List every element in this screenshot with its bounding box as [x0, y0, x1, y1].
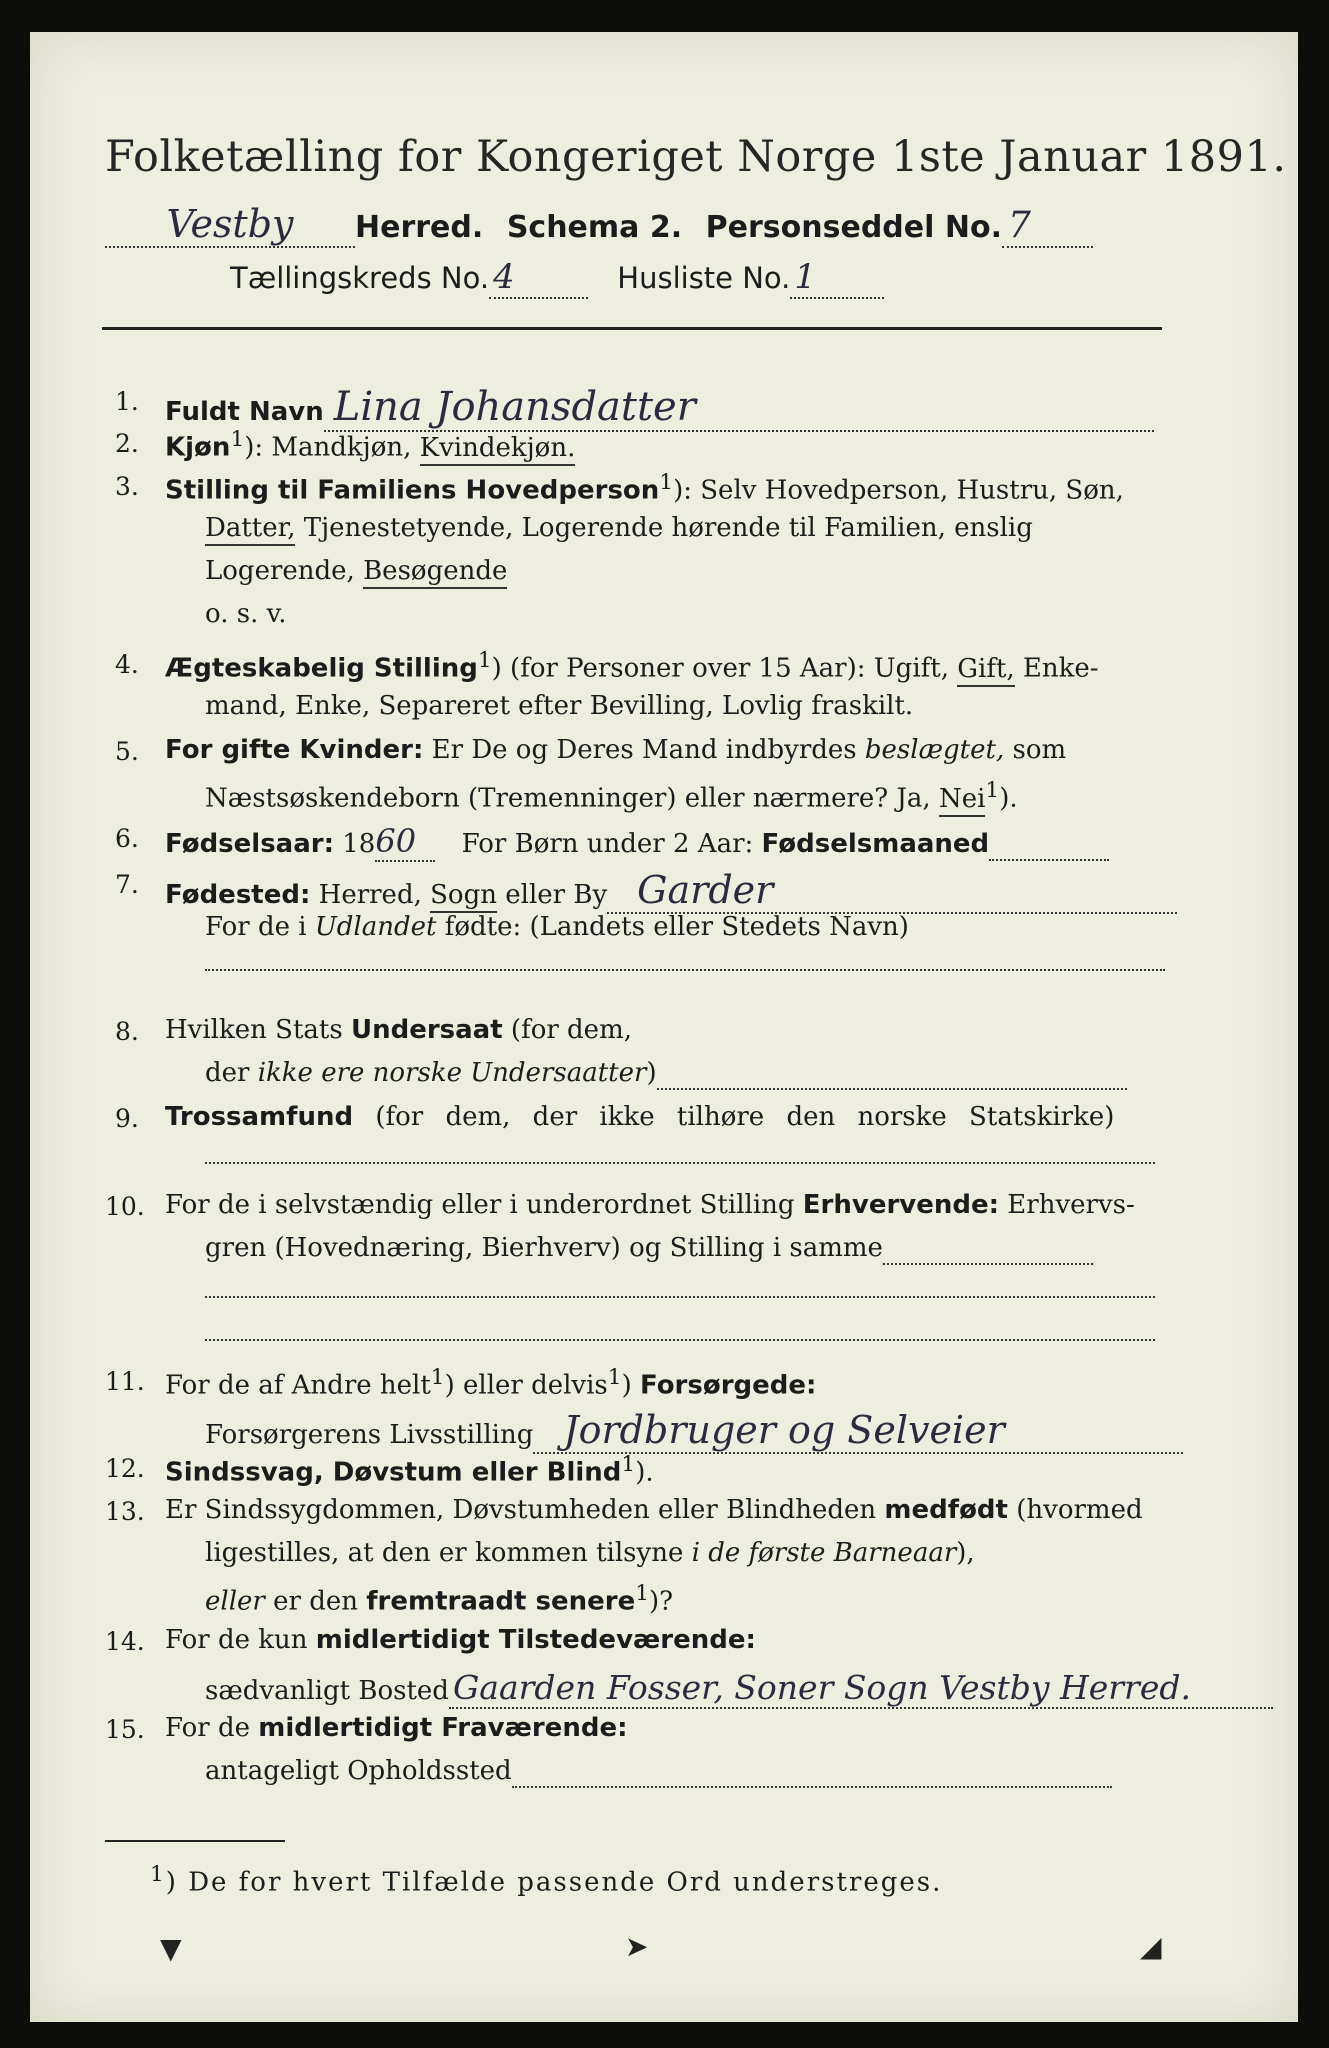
q13-line2-italic: i de første Barneaar: [691, 1538, 957, 1568]
footnote-rule: [105, 1840, 285, 1842]
q13-footnote-mark: 1: [635, 1581, 650, 1606]
q14-line1a: For de kun: [165, 1625, 316, 1655]
q15-label: midlertidigt Fraværende:: [258, 1713, 628, 1743]
q7-blank-line: [205, 967, 1165, 971]
q5-line2b: ).: [999, 783, 1018, 814]
q10-blank: [883, 1233, 1093, 1265]
q9-blank-line: [205, 1160, 1155, 1164]
q14-number: 14.: [105, 1627, 145, 1656]
q11-line1a: For de af Andre helt: [165, 1370, 431, 1401]
q5-option-nei: Nei: [939, 784, 985, 817]
q7-option-sogn: Sogn: [430, 880, 497, 913]
q13-row-1: [165, 1495, 1143, 1525]
q2-footnote-mark: 1: [230, 427, 245, 452]
q10-row-1: [165, 1190, 1135, 1220]
q5-row-2: [205, 778, 1018, 814]
q5-line2a: Næstsøskendeborn (Tremenninger) eller nærmere? Ja,: [205, 783, 939, 814]
q14-answer-residence: Gaarden Fosser, Soner Sogn Vestby Herred.: [449, 1668, 1273, 1709]
q2-text: ): Mandkjøn,: [244, 432, 412, 463]
q13-line3-italic: eller: [205, 1586, 265, 1617]
q1-answer-name: Lina Johansdatter: [324, 384, 1154, 432]
q12-row: [165, 1452, 654, 1488]
q4-label: Ægteskabelig Stilling: [165, 653, 478, 684]
q8-row-2: [205, 1058, 1127, 1090]
q10-line1a: For de i selvstændig eller i underordnet Stilling: [165, 1190, 803, 1220]
q4-row-1: [165, 648, 1099, 684]
q8-label: Undersaat: [350, 1015, 503, 1045]
q11-label: Forsørgede:: [639, 1370, 817, 1401]
q13-line3a: er den: [264, 1586, 367, 1617]
q3-option-besogende: Besøgende: [363, 556, 507, 589]
q13-line1a: Er Sindssygdommen, Døvstumheden eller Blindheden: [165, 1495, 885, 1525]
q15-blank: [512, 1756, 1112, 1788]
q6-number: 6.: [115, 824, 139, 853]
q8-row-1: [165, 1015, 632, 1045]
q3-row-2: [205, 513, 1033, 543]
q13-line3b: )?: [649, 1586, 674, 1617]
kreds-row: [230, 257, 884, 299]
q4-line1b: Enke-: [1014, 653, 1099, 684]
q7-label: Fødested:: [165, 880, 311, 910]
q9-text: (for dem, der ikke tilhøre den norske Statskirke): [353, 1102, 1115, 1132]
q11-row-2: [205, 1408, 1183, 1454]
q12-tail: ).: [635, 1457, 654, 1488]
q3-footnote-mark: 1: [659, 470, 674, 495]
q14-line2: sædvanligt Bosted: [205, 1676, 449, 1706]
q7-row-1: [165, 868, 1177, 914]
q4-row-2: mand, Enke, Separeret efter Bevilling, Lovlig fraskilt.: [205, 691, 914, 721]
header-rule: [102, 327, 1162, 330]
q15-number: 15.: [105, 1715, 145, 1744]
census-form-sheet: [30, 32, 1298, 2022]
q7-text2: eller By: [496, 880, 608, 910]
q2-number: 2.: [115, 429, 139, 458]
q14-label: midlertidigt Tilstedeværende:: [315, 1625, 756, 1655]
q13-line2a: ligestilles, at den er kommen tilsyne: [205, 1538, 692, 1568]
q10-number: 10.: [105, 1192, 145, 1221]
q13-label2: fremtraadt senere: [366, 1586, 636, 1617]
herred-row: [105, 202, 1093, 248]
registration-mark-center: ➤: [625, 1930, 649, 1963]
q15-row-2: [205, 1756, 1112, 1788]
q8-line2a: der: [205, 1058, 258, 1088]
q8-line1b: (for dem,: [502, 1015, 632, 1045]
q8-line2-italic: ikke ere norske Undersaatter: [257, 1058, 647, 1088]
q3-line2: Tjenestetyende, Logerende hørende til Familien, enslig: [295, 513, 1033, 543]
personseddel-label: Personseddel No.: [705, 210, 1002, 245]
q11-footnote-mark-1: 1: [430, 1365, 445, 1390]
q10-line2: gren (Hovednæring, Bierhverv) og Stilling i samme: [205, 1233, 883, 1263]
footnote: [150, 1862, 942, 1898]
q1-row: [165, 384, 1154, 432]
q14-row-1: [165, 1625, 756, 1655]
q2-option-kvindekjon: Kvindekjøn.: [420, 433, 576, 466]
q7-line2b: fødte: (Landets eller Stedets Navn): [436, 912, 909, 942]
husliste-value: 1: [790, 257, 884, 299]
q13-row-3: [205, 1581, 673, 1617]
q5-line1a: Er De og Deres Mand indbyrdes: [423, 735, 865, 765]
q6-blank: [989, 829, 1109, 861]
q10-blank-line-2: [205, 1337, 1155, 1341]
q11-number: 11.: [105, 1367, 145, 1396]
q3-line3: Logerende,: [205, 556, 364, 586]
q5-line1-italic: beslægtet,: [864, 735, 1005, 765]
q6-answer-year: 60: [375, 822, 435, 862]
q3-label: Stilling til Familiens Hovedperson: [165, 475, 660, 506]
q15-row-1: [165, 1713, 627, 1743]
q12-number: 12.: [105, 1454, 145, 1483]
q11-footnote-mark-2: 1: [607, 1365, 622, 1390]
q3-line1: ): Selv Hovedperson, Hustru, Søn,: [673, 475, 1124, 506]
schema-label: Schema 2.: [506, 210, 683, 245]
q8-number: 8.: [115, 1017, 139, 1046]
q11-line2: Forsørgerens Livsstilling: [205, 1420, 534, 1450]
q13-row-2: [205, 1538, 975, 1568]
q2-label: Kjøn: [165, 432, 231, 463]
q11-line1b: ) eller delvis: [444, 1370, 608, 1401]
q6-prefix: 18: [334, 829, 376, 859]
q5-label: For gifte Kvinder:: [165, 735, 424, 765]
q6-label2: Fødselsmaaned: [761, 829, 990, 859]
personseddel-value: 7: [1002, 205, 1093, 248]
q8-line1a: Hvilken Stats: [165, 1015, 351, 1045]
kreds-label: Tællingskreds No.: [230, 261, 490, 295]
husliste-label: Husliste No.: [617, 261, 791, 295]
q5-line1b: som: [1004, 735, 1067, 765]
q11-answer-provider: Jordbruger og Selveier: [533, 1408, 1183, 1454]
registration-mark-left: ▼: [160, 1932, 182, 1965]
registration-mark-right: ◢: [1140, 1930, 1162, 1963]
q11-line1c: ): [621, 1370, 640, 1401]
q13-line2b: ),: [956, 1538, 975, 1568]
q3-row-3: [205, 556, 507, 586]
q10-line1b: Erhvervs-: [999, 1190, 1135, 1220]
form-title: Folketælling for Kongeriget Norge 1ste Januar 1891.: [105, 132, 1287, 182]
q2-row: [165, 427, 575, 463]
q1-label: Fuldt Navn: [165, 397, 324, 427]
herred-label: Herred.: [355, 210, 484, 245]
q3-option-datter: Datter,: [205, 513, 295, 546]
q6-mid: For Børn under 2 Aar:: [461, 829, 754, 859]
footnote-text: ) De for hvert Tilfælde passende Ord understreges.: [165, 1867, 943, 1898]
q6-row: [165, 822, 1109, 862]
q3-row-4: o. s. v.: [205, 599, 287, 629]
q13-line1b: (hvormed: [1007, 1495, 1143, 1525]
q4-option-gift: Gift,: [957, 654, 1014, 687]
q15-line1a: For de: [165, 1713, 259, 1743]
q5-number: 5.: [115, 737, 139, 766]
q6-label: Fødselsaar:: [165, 829, 334, 859]
q14-row-2: [205, 1668, 1273, 1709]
q12-label: Sindssvag, Døvstum eller Blind: [165, 1457, 622, 1488]
q4-line1a: ) (for Personer over 15 Aar): Ugift,: [491, 653, 958, 684]
q7-text: Herred,: [310, 880, 431, 910]
q8-line2b: ): [646, 1058, 657, 1088]
kreds-value: 4: [489, 257, 588, 299]
q7-line2a: For de i: [205, 912, 315, 942]
q7-line2-italic: Udlandet: [314, 912, 437, 942]
q11-row-1: [165, 1365, 816, 1401]
q10-row-2: [205, 1233, 1093, 1265]
q5-footnote-mark: 1: [985, 778, 1000, 803]
footnote-mark: 1: [150, 1862, 166, 1887]
q9-label: Trossamfund: [165, 1102, 354, 1132]
q7-number: 7.: [115, 870, 139, 899]
q13-label: medfødt: [884, 1495, 1008, 1525]
q3-number: 3.: [115, 472, 139, 501]
q10-blank-line-1: [205, 1294, 1155, 1298]
q4-footnote-mark: 1: [477, 648, 492, 673]
q15-line2: antageligt Opholdssted: [205, 1756, 512, 1786]
q7-row-2: [205, 912, 909, 942]
q1-number: 1.: [115, 387, 139, 416]
q3-row-1: [165, 470, 1124, 506]
q9-row: [165, 1102, 1114, 1132]
q7-answer-place: Garder: [607, 868, 1177, 914]
q13-number: 13.: [105, 1497, 145, 1526]
herred-value: Vestby: [105, 202, 355, 248]
q5-row-1: [165, 735, 1066, 765]
q9-number: 9.: [115, 1104, 139, 1133]
q8-blank: [657, 1058, 1127, 1090]
q10-label: Erhvervende:: [802, 1190, 1000, 1220]
q4-number: 4.: [115, 650, 139, 679]
q12-footnote-mark: 1: [621, 1452, 636, 1477]
